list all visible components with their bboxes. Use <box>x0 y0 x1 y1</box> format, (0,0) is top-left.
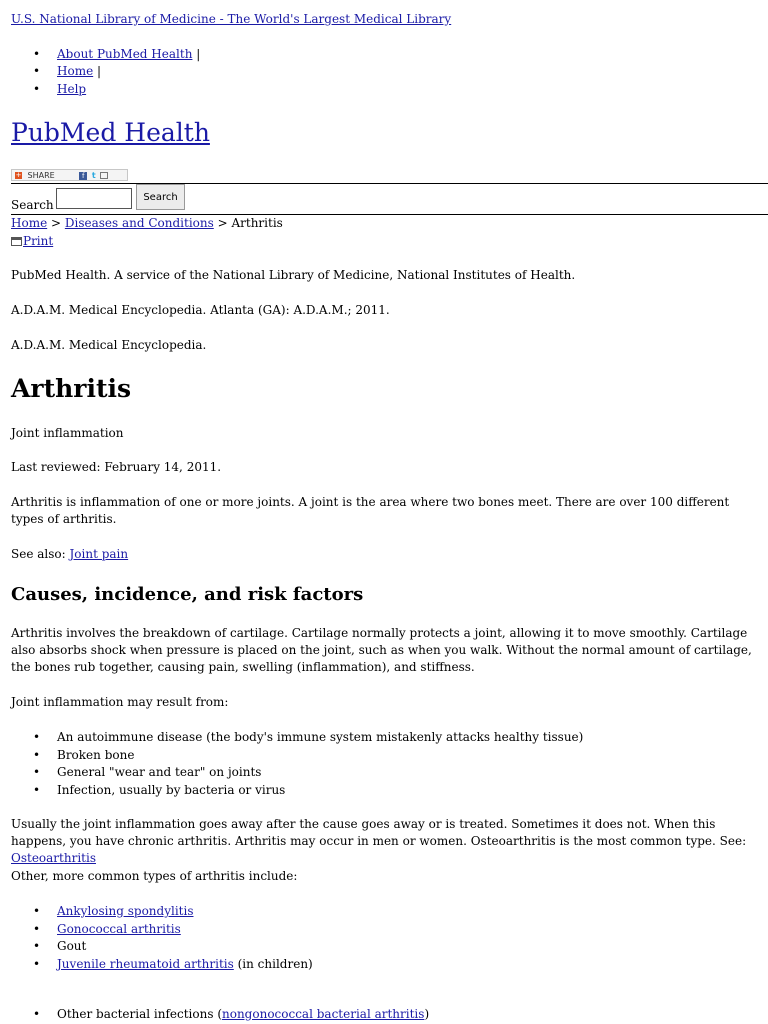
list-item-suffix: ) <box>424 1007 430 1021</box>
list-item <box>11 921 764 939</box>
search-label: Search <box>11 198 54 212</box>
nlm-line <box>11 11 764 28</box>
print-link[interactable] <box>11 234 53 248</box>
list-item: • Broken bone <box>11 747 764 765</box>
email-icon[interactable] <box>100 172 108 179</box>
divider-top <box>11 183 768 184</box>
intro-paragraph: Arthritis is inflammation of one or more joints. A joint is the area where two bones meet. There are over 100 different types of arthritis. <box>11 495 730 526</box>
print-row <box>11 233 764 250</box>
search-button[interactable]: Search <box>136 184 185 210</box>
list-item <box>11 1006 764 1024</box>
article-title: Arthritis <box>11 374 132 403</box>
list-item: • An autoimmune disease (the body's immune system mistakenly attacks healthy tissue) <box>11 729 764 747</box>
list-item: • General "wear and tear" on joints <box>11 764 764 782</box>
article-subtitle: Joint inflammation <box>11 426 124 440</box>
encyclopedia-name: A.D.A.M. Medical Encyclopedia. <box>11 338 207 352</box>
chronic-paragraph <box>11 816 764 867</box>
see-also-label: See also: <box>11 547 70 561</box>
nav-separator: | <box>93 64 102 79</box>
search-input[interactable] <box>56 188 132 209</box>
breadcrumb <box>11 215 764 232</box>
last-reviewed: Last reviewed: February 14, 2011. <box>11 460 222 474</box>
service-statement: PubMed Health. A service of the National Library of Medicine, National Institutes of Health. <box>11 268 576 282</box>
citation: A.D.A.M. Medical Encyclopedia. Atlanta (GA): A.D.A.M.; 2011. <box>11 303 390 317</box>
types-list <box>11 903 764 973</box>
list-item-prefix: Other bacterial infections ( <box>57 1007 222 1021</box>
share-button[interactable] <box>11 169 128 181</box>
other-types-intro: Other, more common types of arthritis include: <box>11 869 298 883</box>
causes-list <box>11 729 764 799</box>
list-item: • Gout <box>11 938 764 956</box>
juvenile-rheumatoid-arthritis-link[interactable]: Juvenile rheumatoid arthritis <box>57 956 234 971</box>
types-list-continued <box>11 1006 764 1024</box>
breadcrumb-diseases[interactable]: Diseases and Conditions <box>64 216 214 230</box>
list-item <box>11 903 764 921</box>
breadcrumb-separator: > <box>47 216 65 230</box>
help-link[interactable]: Help <box>57 81 87 96</box>
home-link[interactable]: Home <box>57 64 94 79</box>
breadcrumb-current: Arthritis <box>231 216 283 230</box>
print-label: Print <box>23 234 54 248</box>
facebook-icon[interactable]: f <box>79 172 87 180</box>
section-title-causes: Causes, incidence, and risk factors <box>11 584 364 605</box>
causes-paragraph: Arthritis involves the breakdown of cartilage. Cartilage normally protects a joint, allowing it to move smoothly. Cartilage also absorbs shock when pressure is placed on the joint, such as when you walk. Without the normal amount of cartilage, the bones rub together, causing pain, swelling (inflammation), and stiffness. <box>11 626 752 674</box>
nlm-home-link[interactable]: U.S. National Library of Medicine - The World's Largest Medical Library <box>11 12 452 26</box>
nav-item-help <box>11 81 764 98</box>
joint-pain-link[interactable]: Joint pain <box>69 547 129 561</box>
share-label: SHARE <box>27 171 55 180</box>
twitter-icon[interactable]: t <box>91 170 96 180</box>
breadcrumb-separator: > <box>213 216 232 230</box>
top-nav <box>11 46 764 98</box>
breadcrumb-home[interactable]: Home <box>11 216 48 230</box>
osteoarthritis-link[interactable]: Osteoarthritis <box>11 851 96 865</box>
nav-item-home <box>11 63 764 80</box>
nongonococcal-bacterial-arthritis-link[interactable]: nongonococcal bacterial arthritis <box>222 1007 425 1021</box>
see-also <box>11 546 764 563</box>
list-item: • Infection, usually by bacteria or virus <box>11 782 764 800</box>
addthis-plus-icon: + <box>15 171 22 179</box>
nav-item-about <box>11 46 764 63</box>
printer-icon <box>11 237 22 246</box>
result-intro: Joint inflammation may result from: <box>11 695 229 709</box>
chronic-text: Usually the joint inflammation goes away after the cause goes away or is treated. Sometimes it does not. When this happens, you have chronic arthritis. Arthritis may occur in men or women. Osteoarthritis is the most common type. See: <box>11 817 747 848</box>
about-pubmed-health-link[interactable]: About PubMed Health <box>57 47 193 61</box>
gonococcal-arthritis-link[interactable]: Gonococcal arthritis <box>57 921 181 936</box>
list-item-suffix: (in children) <box>233 956 313 971</box>
ankylosing-spondylitis-link[interactable]: Ankylosing spondylitis <box>57 904 194 918</box>
site-title <box>11 118 764 148</box>
pubmed-health-title-link[interactable]: PubMed Health <box>11 118 210 147</box>
list-item <box>11 956 764 974</box>
nav-separator: | <box>192 47 201 61</box>
